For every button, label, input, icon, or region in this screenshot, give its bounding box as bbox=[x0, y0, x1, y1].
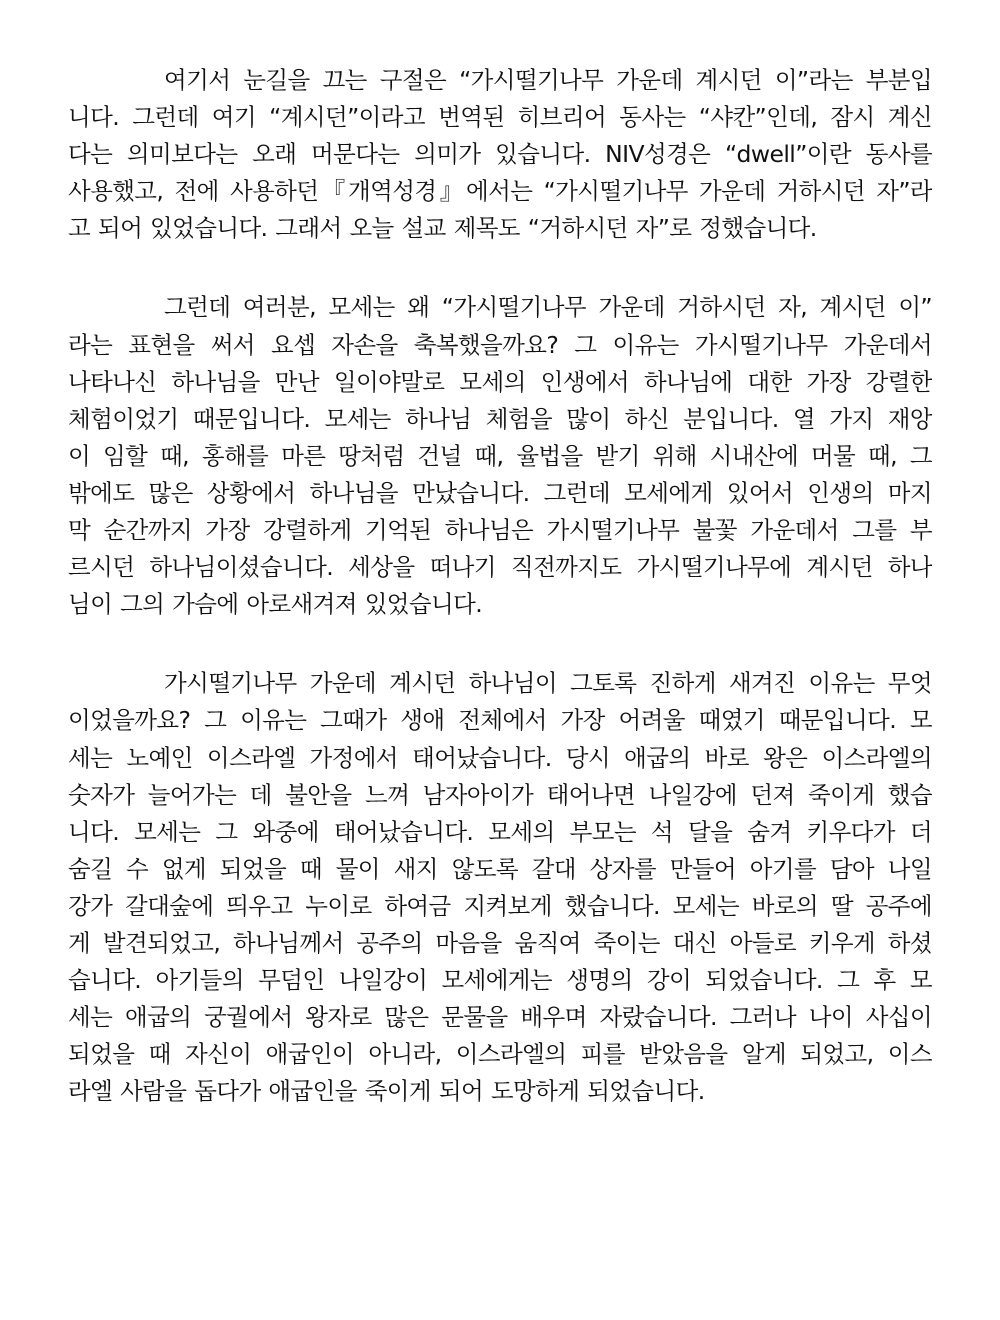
text-line: 그런데 여러분, 모세는 왜 “가시떨기나무 가운데 거하시던 자, 계시던 이” bbox=[164, 293, 932, 322]
text-line: 님이 그의 가슴에 아로새겨져 있었습니다. bbox=[68, 590, 483, 619]
paragraph-3 bbox=[68, 665, 932, 1110]
text-line: 강가 갈대숲에 띄우고 누이로 하여금 지켜보게 했습니다. 모세는 바로의 딸 공주에 bbox=[68, 891, 932, 920]
text-line: 라는 표현을 써서 요셉 자손을 축복했을까요? 그 이유는 가시떨기나무 가운데서 bbox=[68, 330, 932, 359]
text-line: 숨길 수 없게 되었을 때 물이 새지 않도록 갈대 상자를 만들어 아기를 담아 나일 bbox=[68, 854, 932, 883]
text-line: 니다. 그런데 여기 “계시던”이라고 번역된 히브리어 동사는 “샤칸”인데, 잠시 계신 bbox=[68, 103, 932, 132]
text-line: 라엘 사람을 돕다가 애굽인을 죽이게 되어 도망하게 되었습니다. bbox=[68, 1077, 705, 1106]
text-line: 르시던 하나님이셨습니다. 세상을 떠나기 직전까지도 가시떨기나무에 계시던 하나 bbox=[68, 553, 932, 582]
text-line: 숫자가 늘어가는 데 불안을 느껴 남자아이가 태어나면 나일강에 던져 죽이게 했습 bbox=[68, 780, 932, 809]
paragraph-2 bbox=[68, 289, 932, 623]
text-line: 세는 노예인 이스라엘 가정에서 태어났습니다. 당시 애굽의 바로 왕은 이스라엘의 bbox=[68, 743, 932, 772]
text-line: 고 되어 있었습니다. 그래서 오늘 설교 제목도 “거하시던 자”로 정했습니다. bbox=[68, 214, 817, 243]
text-line: 나타나신 하나님을 만난 일이야말로 모세의 인생에서 하나님에 대한 가장 강렬한 bbox=[68, 367, 932, 396]
paragraph-1 bbox=[68, 62, 932, 247]
text-line: 밖에도 많은 상황에서 하나님을 만났습니다. 그런데 모세에게 있어서 인생의 마지 bbox=[68, 478, 932, 507]
text-line: 사용했고, 전에 사용하던『개역성경』에서는 “가시떨기나무 가운데 거하시던 자”라 bbox=[68, 177, 932, 206]
text-line: 다는 의미보다는 오래 머문다는 의미가 있습니다. NIV성경은 “dwell”이란 동사를 bbox=[68, 140, 932, 169]
text-line: 게 발견되었고, 하나님께서 공주의 마음을 움직여 죽이는 대신 아들로 키우게 하셨 bbox=[68, 928, 932, 957]
text-line: 여기서 눈길을 끄는 구절은 “가시떨기나무 가운데 계시던 이”라는 부분입 bbox=[164, 66, 932, 94]
text-line: 되었을 때 자신이 애굽인이 아니라, 이스라엘의 피를 받았음을 알게 되었고, 이스 bbox=[68, 1040, 932, 1069]
document-body bbox=[68, 62, 932, 1152]
text-line: 막 순간까지 가장 강렬하게 기억된 하나님은 가시떨기나무 불꽃 가운데서 그를 부 bbox=[68, 516, 932, 545]
text-line: 이었을까요? 그 이유는 그때가 생애 전체에서 가장 어려울 때였기 때문입니다. 모 bbox=[68, 706, 932, 735]
text-line: 니다. 모세는 그 와중에 태어났습니다. 모세의 부모는 석 달을 숨겨 키우다가 더 bbox=[68, 817, 932, 846]
text-line: 세는 애굽의 궁궐에서 왕자로 많은 문물을 배우며 자랐습니다. 그러나 나이 사십이 bbox=[68, 1003, 932, 1032]
text-line: 습니다. 아기들의 무덤인 나일강이 모세에게는 생명의 강이 되었습니다. 그 후 모 bbox=[68, 966, 932, 995]
text-line: 이 임할 때, 홍해를 마른 땅처럼 건널 때, 율법을 받기 위해 시내산에 머물 때, 그 bbox=[68, 441, 932, 470]
text-line: 체험이었기 때문입니다. 모세는 하나님 체험을 많이 하신 분입니다. 열 가지 재앙 bbox=[68, 404, 932, 433]
text-line: 가시떨기나무 가운데 계시던 하나님이 그토록 진하게 새겨진 이유는 무엇 bbox=[164, 669, 932, 698]
